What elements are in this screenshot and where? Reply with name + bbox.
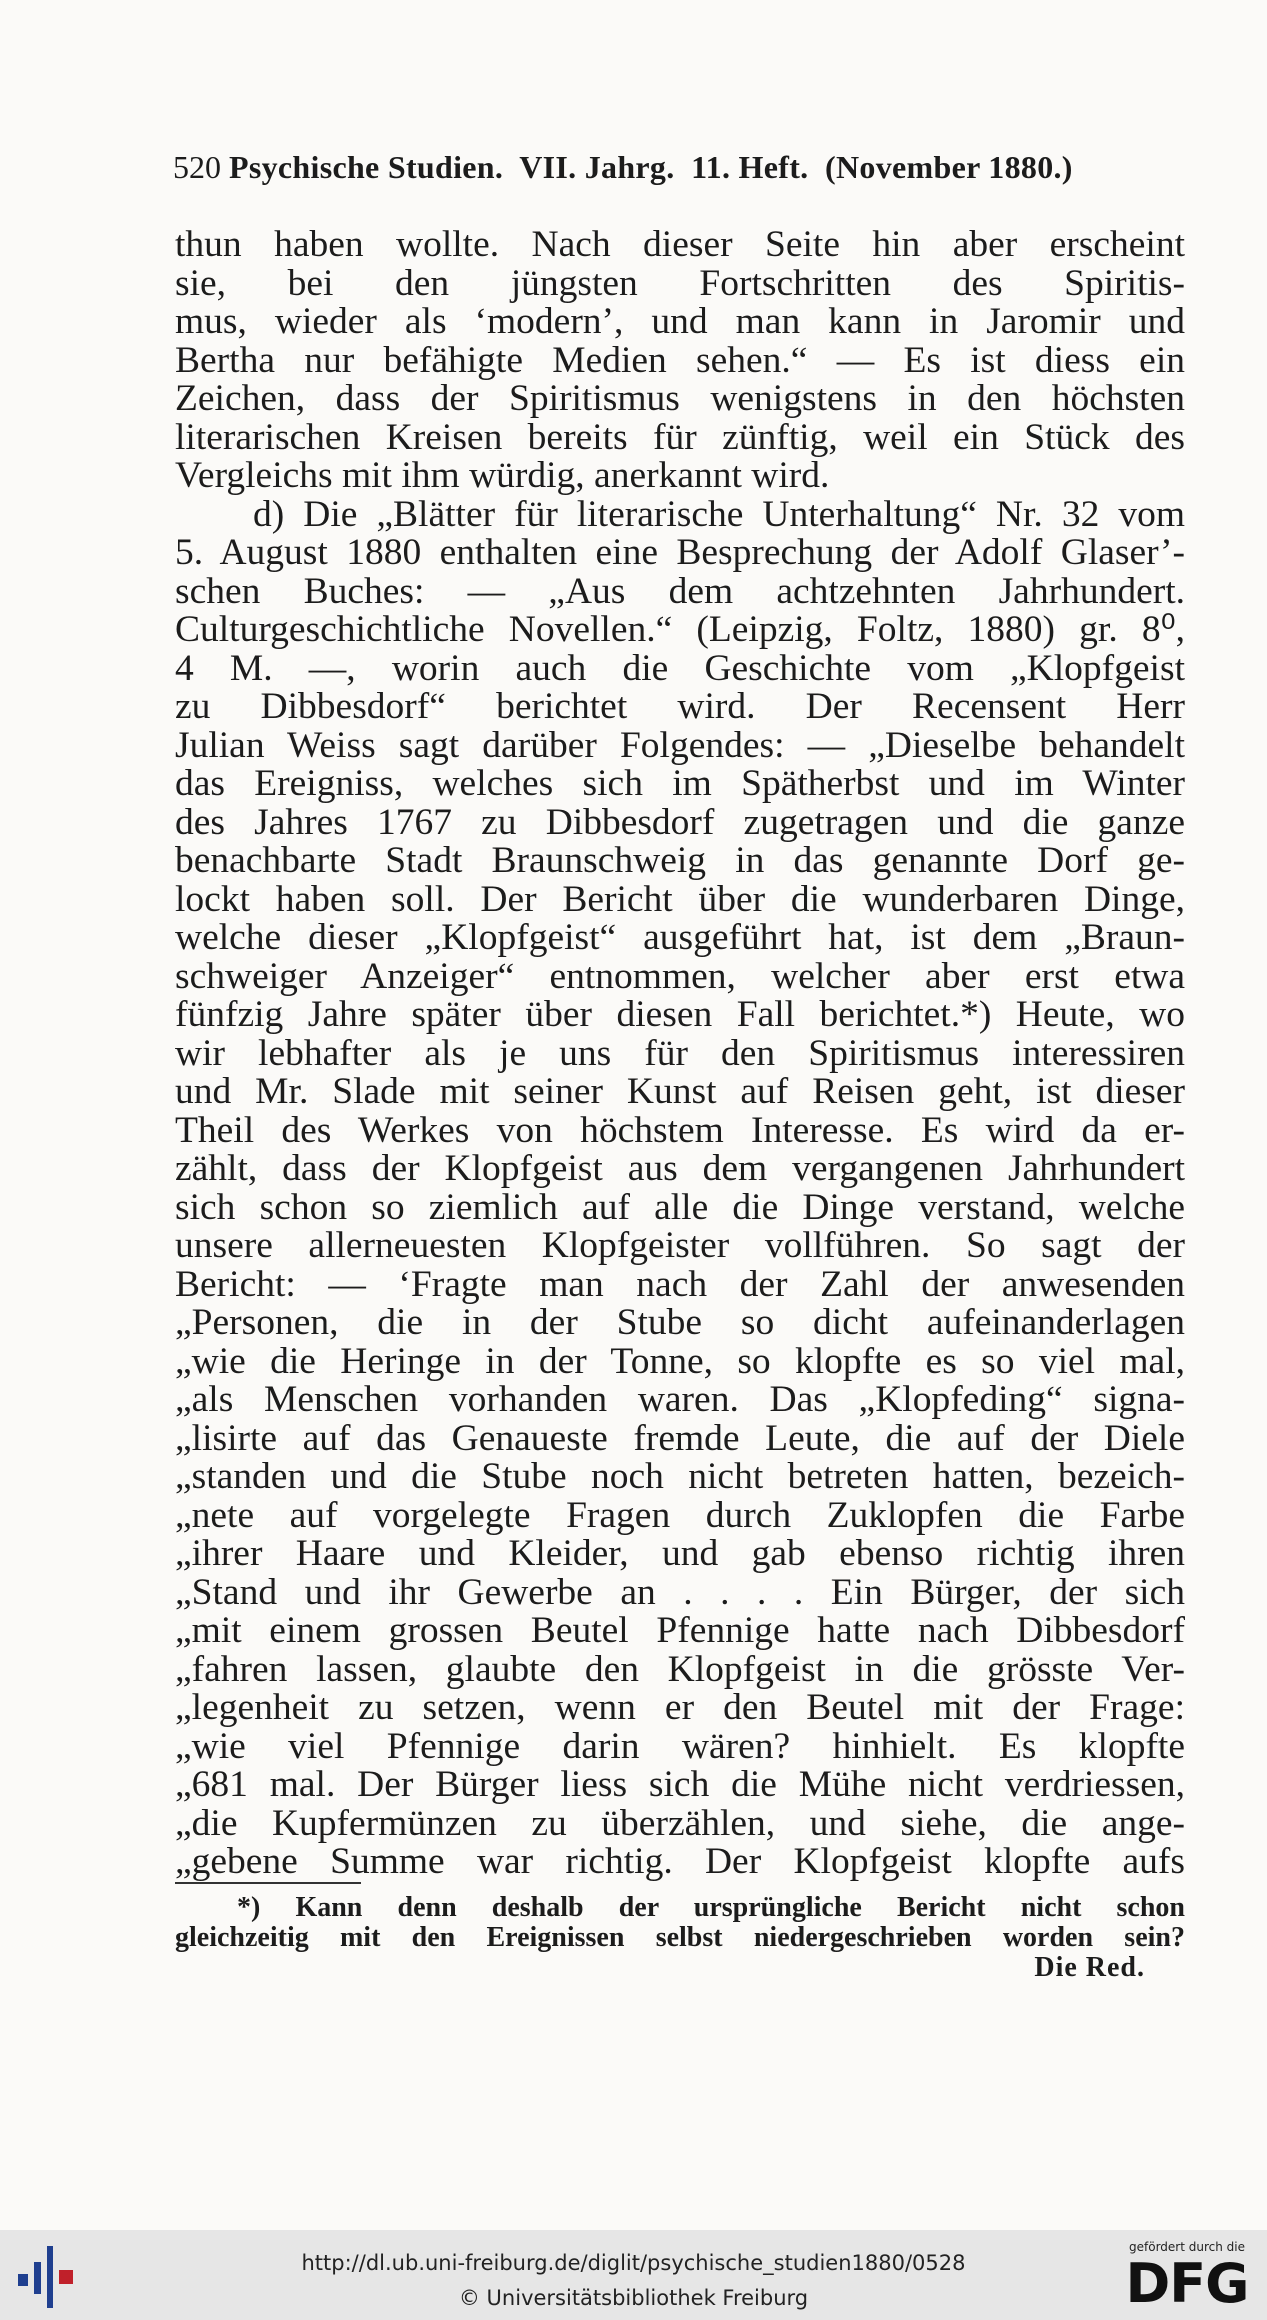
text-line: benachbarte Stadt Braunschweig in das genannte Dorf ge- (175, 840, 1185, 881)
text-line: welche dieser „Klopfgeist“ ausgeführt hat, ist dem „Braun- (175, 917, 1185, 958)
text-line: „mit einem grossen Beutel Pfennige hatte nach Dibbesdorf (175, 1610, 1185, 1651)
text-line: d) Die „Blätter für literarische Unterhaltung“ Nr. 32 vom (253, 493, 1185, 535)
text-line: unsere allerneuesten Klopfgeister vollführen. So sagt der (175, 1225, 1185, 1266)
text-line: „lisirte auf das Genaueste fremde Leute, die auf der Diele (175, 1417, 1185, 1459)
text-line: zu Dibbesdorf“ berichtet wird. Der Recensent Herr (175, 686, 1185, 727)
text-line: „wie viel Pfennige darin wären? hinhielt. Es klopfte (175, 1725, 1185, 1767)
footnote-line: *) Kann denn deshalb der ursprüngliche Bericht nicht schon (237, 1892, 1185, 1923)
text-line: das Ereigniss, welches sich im Spätherbst und im Winter (175, 763, 1185, 804)
text-line: „nete auf vorgelegte Fragen durch Zuklopfen die Farbe (175, 1494, 1185, 1536)
text-line: „681 mal. Der Bürger liess sich die Mühe nicht verdriessen, (175, 1764, 1185, 1805)
text-line: sich schon so ziemlich auf alle die Dinge verstand, welche (175, 1186, 1185, 1228)
footnote-line: gleichzeitig mit den Ereignissen selbst niedergeschrieben worden sein? (175, 1922, 1185, 1953)
page-number: 520 (173, 149, 221, 185)
text-line: „gebene Summe war richtig. Der Klopfgeist klopfte aufs (175, 1841, 1185, 1882)
text-line: literarischen Kreisen bereits für zünftig, weil ein Stück des (175, 416, 1185, 458)
text-line: zählt, dass der Klopfgeist aus dem vergangenen Jahrhundert (175, 1148, 1185, 1189)
text-line: Theil des Werkes von höchstem Interesse. Es wird da er- (175, 1109, 1185, 1151)
text-line: mus, wieder als ‘modern’, und man kann in Jaromir und (175, 301, 1185, 342)
text-line: lockt haben soll. Der Bericht über die wunderbaren Dinge, (175, 878, 1185, 920)
editor-signature: Die Red. (1034, 1952, 1145, 1983)
dfg-wordmark: DFG (1125, 2252, 1249, 2315)
dfg-logo (1118, 2240, 1256, 2314)
text-line: thun haben wollte. Nach dieser Seite hin aber erscheint (175, 224, 1185, 265)
footnote-rule (175, 1882, 361, 1884)
text-line: schen Buches: — „Aus dem achtzehnten Jahrhundert. (175, 570, 1185, 612)
text-line: „legenheit zu setzen, wenn er den Beutel mit der Frage: (175, 1687, 1185, 1728)
text-line: Bericht: — ‘Fragte man nach der Zahl der anwesenden (175, 1263, 1185, 1305)
text-line: „ihrer Haare und Kleider, und gab ebenso richtig ihren (175, 1533, 1185, 1574)
text-line: Vergleichs mit ihm würdig, anerkannt wird. (175, 455, 830, 496)
copyright-notice: © Universitätsbibliothek Freiburg (458, 2286, 809, 2310)
text-line: schweiger Anzeiger“ entnommen, welcher aber erst etwa (175, 955, 1185, 997)
text-line: fünfzig Jahre später über diesen Fall berichtet.*) Heute, wo (175, 994, 1185, 1035)
running-header (173, 145, 1159, 189)
text-line: „wie die Heringe in der Tonne, so klopfte es so viel mal, (175, 1340, 1185, 1382)
text-line: des Jahres 1767 zu Dibbesdorf zugetragen und die ganze (175, 801, 1185, 843)
text-line: „als Menschen vorhanden waren. Das „Klopfeding“ signa- (175, 1379, 1185, 1420)
text-line: „Personen, die in der Stube so dicht aufeinanderlagen (175, 1302, 1185, 1343)
text-line: Bertha nur befähigte Medien sehen.“ — Es ist diess ein (175, 339, 1185, 381)
text-line: Zeichen, dass der Spiritismus wenigstens in den höchsten (175, 378, 1185, 419)
text-line: „die Kupfermünzen zu überzählen, und siehe, die ange- (175, 1802, 1185, 1844)
dfg-funding-note: gefördert durch die (1129, 2240, 1245, 2254)
text-line: „fahren lassen, glaubte den Klopfgeist in die grösste Ver- (175, 1648, 1185, 1690)
text-line: „Stand und ihr Gewerbe an . . . . Ein Bürger, der sich (175, 1571, 1185, 1613)
permalink-url[interactable]: http://dl.ub.uni-freiburg.de/diglit/psychische_studien1880/0528 (301, 2251, 966, 2275)
footnote (175, 1893, 1185, 1983)
text-line: Julian Weiss sagt darüber Folgendes: — „Dieselbe behandelt (175, 724, 1185, 766)
running-title: Psychische Studien. VII. Jahrg. 11. Heft. (November 1880.) (229, 149, 1073, 185)
footer-bar (0, 2230, 1267, 2320)
text-line: wir lebhafter als je uns für den Spiritismus interessiren (175, 1032, 1185, 1074)
text-line: 5. August 1880 enthalten eine Besprechung der Adolf Glaser’- (175, 532, 1185, 573)
text-line: Culturgeschichtliche Novellen.“ (Leipzig, Foltz, 1880) gr. 8⁰, (175, 609, 1185, 650)
ub-freiburg-logo-icon (14, 2244, 84, 2310)
text-line: „standen und die Stube noch nicht betreten hatten, bezeich- (175, 1456, 1185, 1497)
body-text (175, 226, 1185, 1882)
text-line: 4 M. —, worin auch die Geschichte vom „Klopfgeist (175, 647, 1185, 689)
text-line: sie, bei den jüngsten Fortschritten des Spiritis- (175, 262, 1185, 304)
text-line: und Mr. Slade mit seiner Kunst auf Reisen geht, ist dieser (175, 1071, 1185, 1112)
